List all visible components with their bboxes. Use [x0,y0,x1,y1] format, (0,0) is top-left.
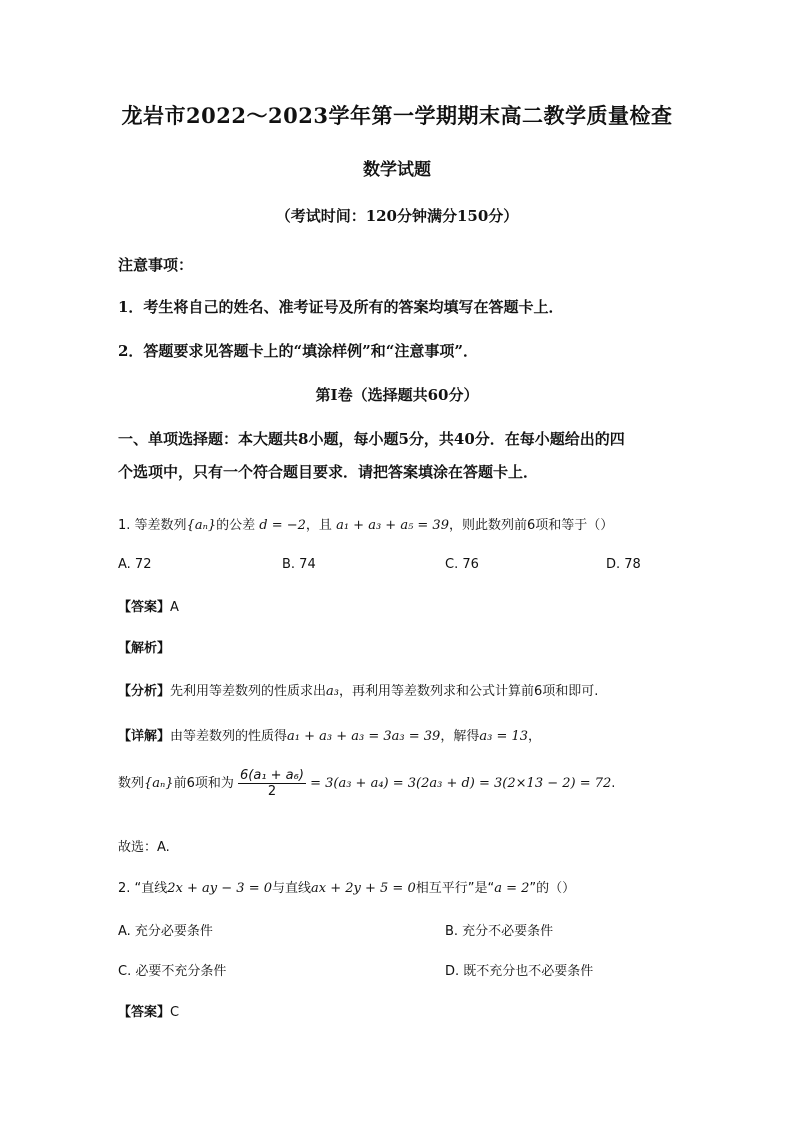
q1-stem [118,514,613,533]
detail-tag: 【详解】 [118,729,171,744]
detail-text-b: ，解得 [440,729,480,744]
sum-end: . [611,776,616,791]
q2-prefix: 2. “直线 [118,881,168,896]
q1-mid1: 的公差 [216,518,256,533]
q2-cond: a = 2 [494,881,530,896]
q1-option-c: C. 76 [445,557,479,572]
q2-suffix: ”的（） [529,881,576,896]
note-item-2: 2．答题要求见答题卡上的“填涂样例”和“注意事项”． [118,342,478,360]
fraction-denominator: 2 [267,784,277,799]
q2-mid2: 相互平行”是“ [415,881,495,896]
q1-answer [118,596,179,615]
q1-mid2: ，且 [305,518,332,533]
section-instruction-line1: 一、单项选择题：本大题共8小题，每小题5分，共40分．在每小题给出的四 [118,430,625,448]
q2-mid: 与直线 [272,881,312,896]
q2-option-a: A. 充分必要条件 [118,924,213,939]
fenxi-tag: 【分析】 [118,684,171,699]
q1-cond2: a₁ + a₃ + a₅ = 39 [336,518,449,533]
detail-result: a₃ = 13 [479,729,529,744]
fenxi-var: a₃ [326,684,339,699]
sum-text-b: 前6项和为 [173,776,234,791]
q1-option-a: A. 72 [118,557,152,572]
section-instruction-line2: 个选项中，只有一个符合题目要求．请把答案填涂在答题卡上． [118,463,539,481]
q2-option-b: B. 充分不必要条件 [445,924,554,939]
page-title: 龙岩市2022～2023学年第一学期期末高二教学质量检查 [121,103,673,128]
notes-heading: 注意事项： [118,256,194,274]
sum-text-a: 数列 [118,776,145,791]
detail-text-a: 由等差数列的性质得 [170,729,288,744]
sum-equation: = 3(a₃ + a₄) = 3(2a₃ + d) = 3(2×13 − 2) = 72 [310,776,612,791]
q2-line1: 2x + ay − 3 = 0 [167,881,272,896]
q1-prefix: 1. 等差数列 [118,518,187,533]
page-subtitle: 数学试题 [363,160,431,180]
q2-option-d: D. 既不充分也不必要条件 [445,964,594,979]
sum-fraction [238,768,306,799]
analysis-tag: 【解析】 [118,641,171,656]
exam-info: （考试时间：120分钟满分150分） [275,207,519,225]
q1-detail [118,725,541,744]
answer-tag: 【答案】 [118,600,171,615]
q2-option-c: C. 必要不充分条件 [118,964,227,979]
q1-option-b: B. 74 [282,557,316,572]
q2-answer [118,1001,179,1020]
answer-value: A [170,600,179,615]
answer-value: C [170,1005,180,1020]
fenxi-text-a: 先利用等差数列的性质求出 [170,684,327,699]
fraction-numerator: 6(a₁ + a₆) [240,768,304,783]
q1-conclusion: 故选：A. [118,840,170,855]
detail-equation: a₁ + a₃ + a₃ = 3a₃ = 39 [287,729,441,744]
q2-line2: ax + 2y + 5 = 0 [311,881,416,896]
answer-tag: 【答案】 [118,1005,171,1020]
q1-cond1: d = −2 [259,518,306,533]
q1-seq: {aₙ} [186,518,217,533]
q2-stem [118,877,575,896]
sum-seq: {aₙ} [144,776,174,791]
note-item-1: 1．考生将自己的姓名、准考证号及所有的答案均填写在答题卡上． [118,298,564,316]
detail-text-c: ， [528,729,542,744]
section-title: 第Ⅰ卷（选择题共60分） [315,386,479,404]
q1-fenxi [118,680,598,699]
q1-suffix: ，则此数列前6项和等于（） [448,518,614,533]
q1-option-d: D. 78 [606,557,641,572]
q1-sum [118,768,615,799]
fenxi-text-b: ，再利用等差数列求和公式计算前6项和即可. [339,684,599,699]
